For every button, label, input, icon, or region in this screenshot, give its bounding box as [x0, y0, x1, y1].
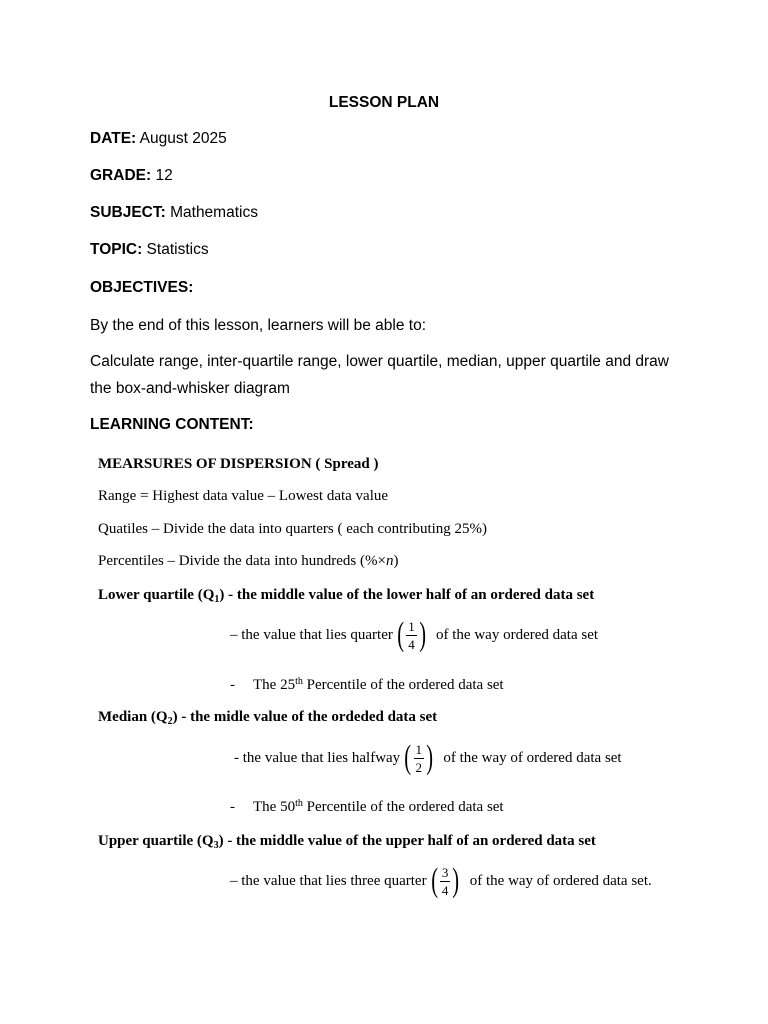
upper-quartile-definition — [98, 833, 596, 850]
date-line — [90, 130, 227, 148]
dispersion-heading: MEARSURES OF DISPERSION ( Spread ) — [98, 456, 379, 472]
date-value: August 2025 — [136, 130, 227, 147]
subject-value: Mathematics — [165, 204, 258, 221]
subject-label: SUBJECT: — [90, 204, 166, 221]
learning-content-heading: LEARNING CONTENT: — [90, 416, 254, 433]
lower-quartile-bullet: - — [230, 677, 235, 693]
objectives-line-2: the box-and-whisker diagram — [90, 380, 290, 397]
three-quarter-fraction: ( $\frac{3}{4}$ ) — [430, 862, 460, 899]
date-label: DATE: — [90, 130, 137, 147]
topic-line — [90, 241, 209, 259]
subject-line — [90, 204, 258, 222]
objectives-line-1: Calculate range, inter-quartile range, lower quartile, median, upper quartile and draw — [90, 353, 669, 370]
quartiles-definition: Quatiles – Divide the data into quarters ( each contributing 25%) — [98, 521, 488, 537]
upper-quartile-def2-suffix: of the way of ordered data set. — [469, 872, 652, 889]
median-fraction-line — [234, 741, 622, 775]
lower-quartile-def2-prefix: – the value that lies quarter — [230, 626, 393, 643]
upper-quartile-label: Upper quartile $(Q_3)$ — [98, 833, 224, 851]
lower-quartile-percentile: The 25th Percentile of the ordered data set — [253, 676, 504, 693]
range-definition: Range = Highest data value – Lowest data value — [98, 488, 389, 504]
lower-quartile-label: Lower quartile $(Q_1)$ — [98, 587, 225, 605]
lower-quartile-definition — [98, 587, 594, 604]
percentiles-variable: n — [385, 553, 394, 569]
median-percentile: The 50th Percentile of the ordered data set — [253, 798, 504, 815]
median-bullet: - — [230, 799, 235, 815]
upper-quartile-def2-prefix: – the value that lies three quarter — [230, 872, 427, 889]
topic-label: TOPIC: — [90, 241, 143, 258]
topic-value: Statistics — [142, 241, 209, 258]
lower-quartile-def2-suffix: of the way ordered data set — [436, 626, 599, 643]
percentiles-definition — [98, 553, 398, 570]
median-definition — [98, 709, 437, 726]
grade-label: GRADE: — [90, 167, 152, 184]
percentiles-text: Percentiles – Divide the data into hundreds (%× — [98, 553, 386, 569]
objectives-heading: OBJECTIVES: — [90, 279, 194, 296]
one-half-fraction: ( $\frac{1}{2}$ ) — [404, 739, 434, 776]
lower-quartile-def1: - the middle value of the lower half of an ordered data set — [228, 587, 595, 603]
median-label: Median $(Q_2)$ — [98, 709, 178, 727]
median-def1: - the midle value of the ordeded data set — [181, 709, 438, 725]
grade-value: 12 — [151, 167, 173, 184]
page-title: LESSON PLAN — [328, 94, 440, 111]
median-def2-prefix: - the value that lies halfway — [234, 749, 401, 766]
grade-line — [90, 167, 173, 185]
percentiles-close-paren: ) — [393, 553, 399, 569]
objectives-intro: By the end of this lesson, learners will be able to: — [90, 317, 427, 334]
lower-quartile-fraction-line — [230, 618, 598, 652]
upper-quartile-fraction-line — [230, 864, 652, 898]
one-quarter-fraction: ( $\frac{1}{4}$ ) — [397, 616, 426, 653]
upper-quartile-def1: - the middle value of the upper half of an ordered data set — [227, 833, 596, 849]
median-def2-suffix: of the way of ordered data set — [443, 749, 622, 766]
